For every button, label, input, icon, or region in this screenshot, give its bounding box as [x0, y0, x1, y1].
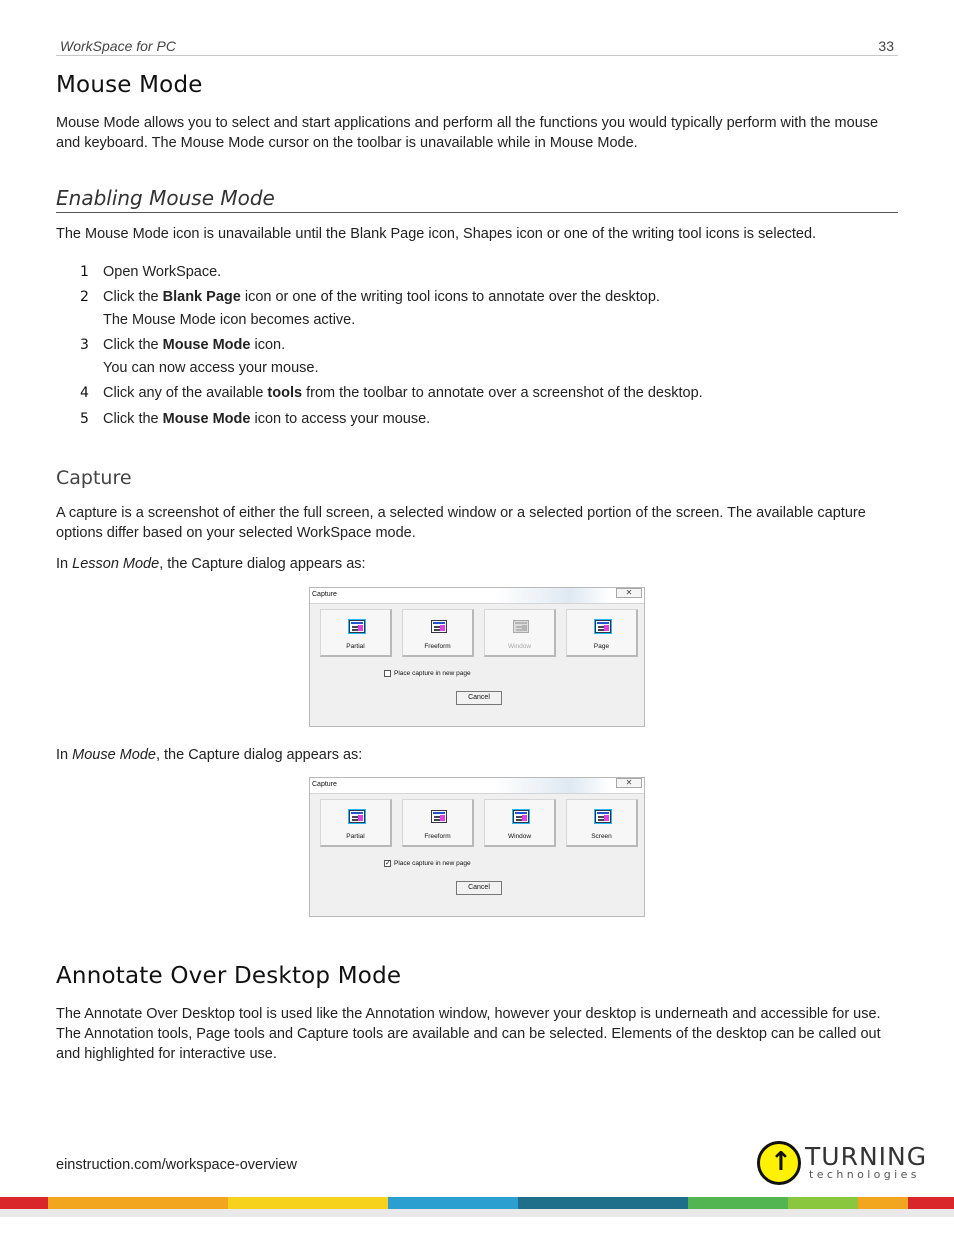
tile-label: Window [507, 833, 532, 840]
dialog-titlebar [310, 778, 644, 794]
step-number: 4 [80, 385, 89, 401]
step-result: You can now access your mouse. [103, 360, 319, 376]
document-title: WorkSpace for PC [60, 38, 176, 54]
step-item [80, 383, 880, 409]
window-capture-button[interactable] [484, 799, 556, 847]
section-divider [56, 212, 898, 213]
window-capture-icon [513, 810, 529, 823]
tile-label: Screen [591, 833, 612, 840]
step-bold-text: tools [267, 385, 303, 401]
stripe-segment [858, 1197, 908, 1209]
step-bold-text: Blank Page [162, 289, 241, 305]
step-item [80, 335, 880, 383]
annotate-over-desktop-heading: Annotate Over Desktop Mode [56, 963, 402, 989]
window-capture-icon [513, 620, 529, 633]
freeform-capture-icon [431, 810, 447, 823]
tile-label: Freeform [424, 833, 451, 840]
screen-capture-icon [595, 810, 611, 823]
mouse-mode-heading: Mouse Mode [56, 72, 203, 98]
step-number: 5 [80, 411, 89, 427]
stripe-segment [788, 1197, 858, 1209]
tile-label: Page [593, 643, 610, 650]
dialog-title: Capture [312, 591, 337, 598]
step-number: 3 [80, 337, 89, 353]
partial-capture-icon [349, 810, 365, 823]
lesson-mode-caption: In Lesson Mode, the Capture dialog appears as: [56, 556, 366, 572]
place-capture-checkbox[interactable] [384, 670, 471, 677]
step-text: icon or one of the writing tool icons to annotate over the desktop. [240, 289, 660, 305]
step-item [80, 287, 880, 335]
close-button[interactable]: ✕ [616, 588, 642, 598]
freeform-capture-button[interactable] [402, 609, 474, 657]
stripe-segment [0, 1197, 48, 1209]
page-header [56, 36, 898, 56]
annotate-intro: The Annotate Over Desktop tool is used like the Annotation window, however your desktop is underneath and accessible for use. The Annotation tools, Page tools and Capture tools are available and can be selected. Elements of the desktop can be called out and highlighted for interactive use. [56, 1006, 881, 1062]
step-text: Click the [103, 411, 163, 427]
page-number: 33 [878, 38, 894, 54]
tile-label: Partial [346, 643, 365, 650]
step-text: icon to access your mouse. [250, 411, 431, 427]
stripe-segment [518, 1197, 688, 1209]
checkbox-box[interactable]: ✓ [385, 860, 391, 867]
capture-heading: Capture [56, 467, 132, 489]
checkbox-box[interactable] [384, 670, 391, 677]
step-number: 1 [80, 264, 89, 280]
enabling-intro: The Mouse Mode icon is unavailable until the Blank Page icon, Shapes icon or one of the writing tool icons is selected. [56, 226, 817, 242]
dialog-title: Capture [312, 781, 337, 788]
step-item [80, 409, 880, 433]
enabling-mouse-mode-heading: Enabling Mouse Mode [56, 186, 275, 210]
tile-label: Partial [346, 833, 365, 840]
step-text: Click any of the available [103, 385, 268, 401]
stripe-segment [688, 1197, 788, 1209]
partial-capture-icon [349, 620, 365, 633]
step-text: Click the [103, 337, 163, 353]
tile-label: Window [507, 643, 532, 650]
step-bold-text: Mouse Mode [162, 411, 251, 427]
partial-capture-button[interactable] [320, 799, 392, 847]
mouse-mode-caption: In Mouse Mode, the Capture dialog appears as: [56, 747, 363, 763]
capture-intro: A capture is a screenshot of either the full screen, a selected window or a selected portion of the screen. The available capture options differ based on your selected WorkSpace mode. [56, 505, 866, 541]
page-capture-button[interactable] [566, 609, 638, 657]
step-text: Click the [103, 289, 163, 305]
step-item [80, 262, 880, 287]
cancel-button[interactable]: Cancel [456, 691, 502, 705]
cancel-button[interactable]: Cancel [456, 881, 502, 895]
stripe-segment [388, 1197, 518, 1209]
step-bold-text: Mouse Mode [162, 337, 251, 353]
logo-arrow-icon: ↑ [770, 1147, 792, 1177]
step-text: from the toolbar to annotate over a screenshot of the desktop. [302, 385, 703, 401]
tile-label: Freeform [424, 643, 451, 650]
turning-technologies-logo [757, 1141, 929, 1187]
stripe-segment [908, 1197, 954, 1209]
place-capture-checkbox[interactable] [384, 860, 471, 867]
checkbox-label: Place capture in new page [394, 860, 471, 868]
footer-stripe-shadow [0, 1209, 954, 1217]
freeform-capture-icon [431, 620, 447, 633]
step-result: The Mouse Mode icon becomes active. [103, 312, 356, 328]
checkbox-label: Place capture in new page [394, 670, 471, 678]
screen-capture-button[interactable] [566, 799, 638, 847]
stripe-segment [228, 1197, 388, 1209]
capture-dialog-lesson-mode [309, 587, 645, 727]
dialog-titlebar [310, 588, 644, 604]
mouse-mode-intro: Mouse Mode allows you to select and start applications and perform all the functions you would typically perform with the mouse and keyboard. The Mouse Mode cursor on the toolbar is unavailable while in Mouse Mode. [56, 115, 879, 151]
logo-subword: technologies [809, 1168, 920, 1181]
window-capture-button [484, 609, 556, 657]
step-text: icon. [250, 337, 286, 353]
steps-list [80, 262, 880, 433]
capture-options [320, 609, 640, 657]
freeform-capture-button[interactable] [402, 799, 474, 847]
footer-url: einstruction.com/workspace-overview [56, 1157, 297, 1173]
stripe-segment [48, 1197, 228, 1209]
close-button[interactable]: ✕ [616, 778, 642, 788]
page-capture-icon [595, 620, 611, 633]
step-number: 2 [80, 289, 89, 305]
capture-options [320, 799, 640, 847]
logo-word: TURNING [805, 1142, 928, 1171]
capture-dialog-mouse-mode [309, 777, 645, 917]
footer-color-stripe [0, 1197, 954, 1209]
partial-capture-button[interactable] [320, 609, 392, 657]
step-text: Open WorkSpace. [103, 264, 222, 280]
